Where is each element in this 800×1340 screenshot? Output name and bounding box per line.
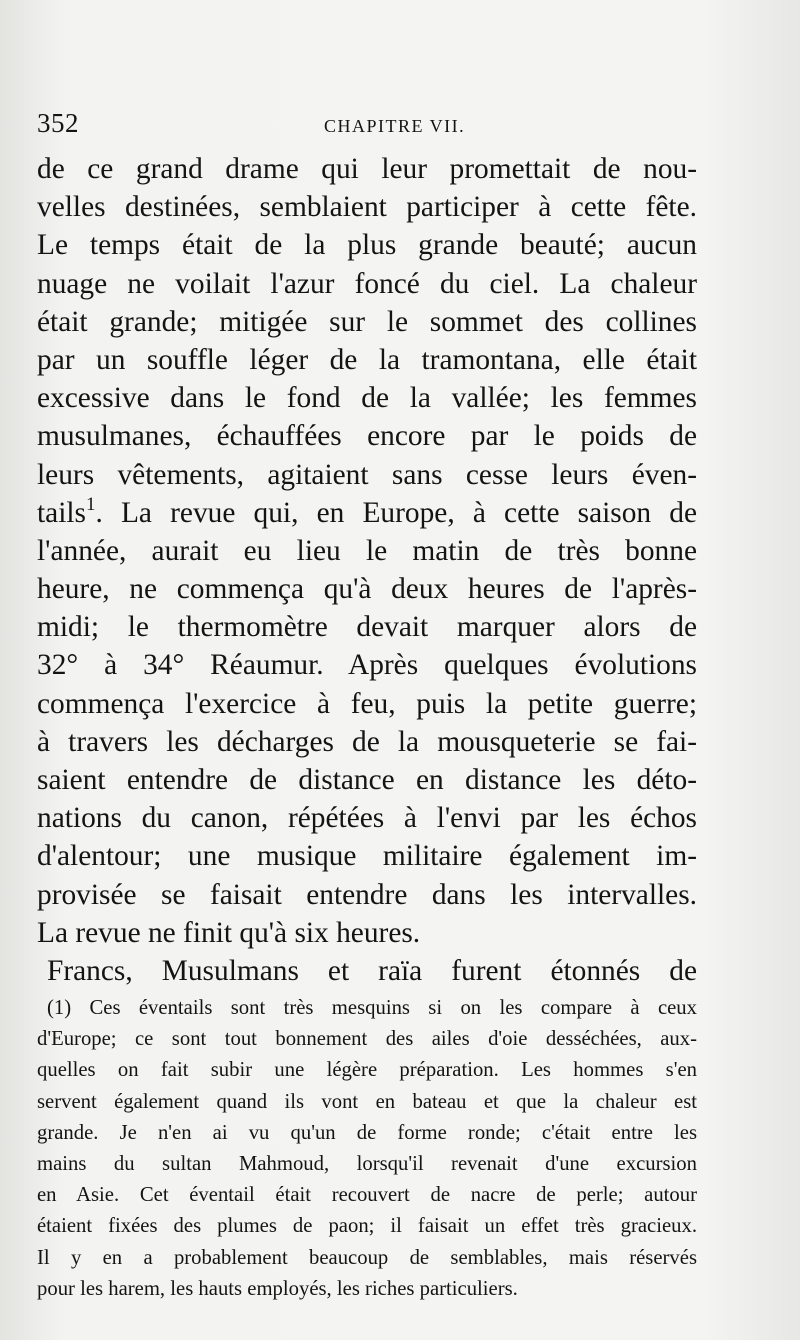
footnote-line: (1) Ces éventails sont très mesquins si on les compare à ceux xyxy=(47,997,697,1019)
page-number: 352 xyxy=(37,108,79,138)
footnote-line: servent également quand ils vont en bateau et que la chaleur est xyxy=(37,1090,697,1113)
text-segment: tails xyxy=(37,496,86,529)
text-line: leurs vêtements, agitaient sans cesse leurs éven- xyxy=(37,458,697,491)
footnote-line: Il y en a probablement beaucoup de semblables, mais réservés xyxy=(37,1246,697,1269)
text-line: commença l'exercice à feu, puis la petite guerre; xyxy=(37,687,697,720)
main-text xyxy=(37,150,697,990)
footnote-reference: 1 xyxy=(85,493,96,515)
footnote-line: quelles on fait subir une légère préparation. Les hommes s'en xyxy=(37,1059,697,1082)
text-line: midi; le thermomètre devait marquer alors de xyxy=(37,611,697,644)
footnote xyxy=(37,993,697,1305)
footnote-line: mains du sultan Mahmoud, lorsqu'il revenait d'une excursion xyxy=(37,1152,697,1175)
footnote-line: pour les harem, les hauts employés, les riches particuliers. xyxy=(37,1277,518,1300)
text-line: provisée se faisait entendre dans les intervalles. xyxy=(37,878,697,911)
footnote-line: étaient fixées des plumes de paon; il faisait un effet très gracieux. xyxy=(37,1215,697,1238)
text-line: nations du canon, répétées à l'envi par les échos xyxy=(37,802,697,835)
text-segment: . La revue qui, en Europe, à cette saison de xyxy=(95,496,697,529)
text-line: heure, ne commença qu'à deux heures de l'après- xyxy=(37,573,697,606)
text-line-with-footnote-ref xyxy=(37,494,697,532)
footnote-line: en Asie. Cet éventail était recouvert de nacre de perle; autour xyxy=(37,1184,697,1207)
text-line: de ce grand drame qui leur promettait de nou- xyxy=(37,153,697,185)
text-line: Le temps était de la plus grande beauté; aucun xyxy=(37,229,697,262)
chapter-title: CHAPITRE VII. xyxy=(324,116,466,136)
text-line: par un souffle léger de la tramontana, elle était xyxy=(37,343,697,376)
footnote-line: grande. Je n'en ai vu qu'un de forme ronde; c'était entre les xyxy=(37,1121,697,1144)
text-line: Francs, Musulmans et raïa furent étonnés de xyxy=(47,954,697,987)
text-line: d'alentour; une musique militaire également im- xyxy=(37,840,697,873)
running-header xyxy=(37,108,758,148)
text-line: à travers les décharges de la mousqueterie se fai- xyxy=(37,725,697,758)
text-line: nuage ne voilait l'azur foncé du ciel. La chaleur xyxy=(37,267,697,300)
text-line: 32° à 34° Réaumur. Après quelques évolutions xyxy=(37,649,697,682)
text-line: excessive dans le fond de la vallée; les femmes xyxy=(37,382,697,415)
text-line: La revue ne finit qu'à six heures. xyxy=(37,916,421,949)
text-line: était grande; mitigée sur le sommet des collines xyxy=(37,305,697,338)
text-line: saient entendre de distance en distance les déto- xyxy=(37,764,697,796)
footnote-line: d'Europe; ce sont tout bonnement des ailes d'oie desséchées, aux- xyxy=(37,1028,697,1051)
text-line: l'année, aurait eu lieu le matin de très bonne xyxy=(37,534,697,567)
text-line: musulmanes, échauffées encore par le poids de xyxy=(37,420,697,453)
text-line: velles destinées, semblaient participer à cette fête. xyxy=(37,191,697,224)
